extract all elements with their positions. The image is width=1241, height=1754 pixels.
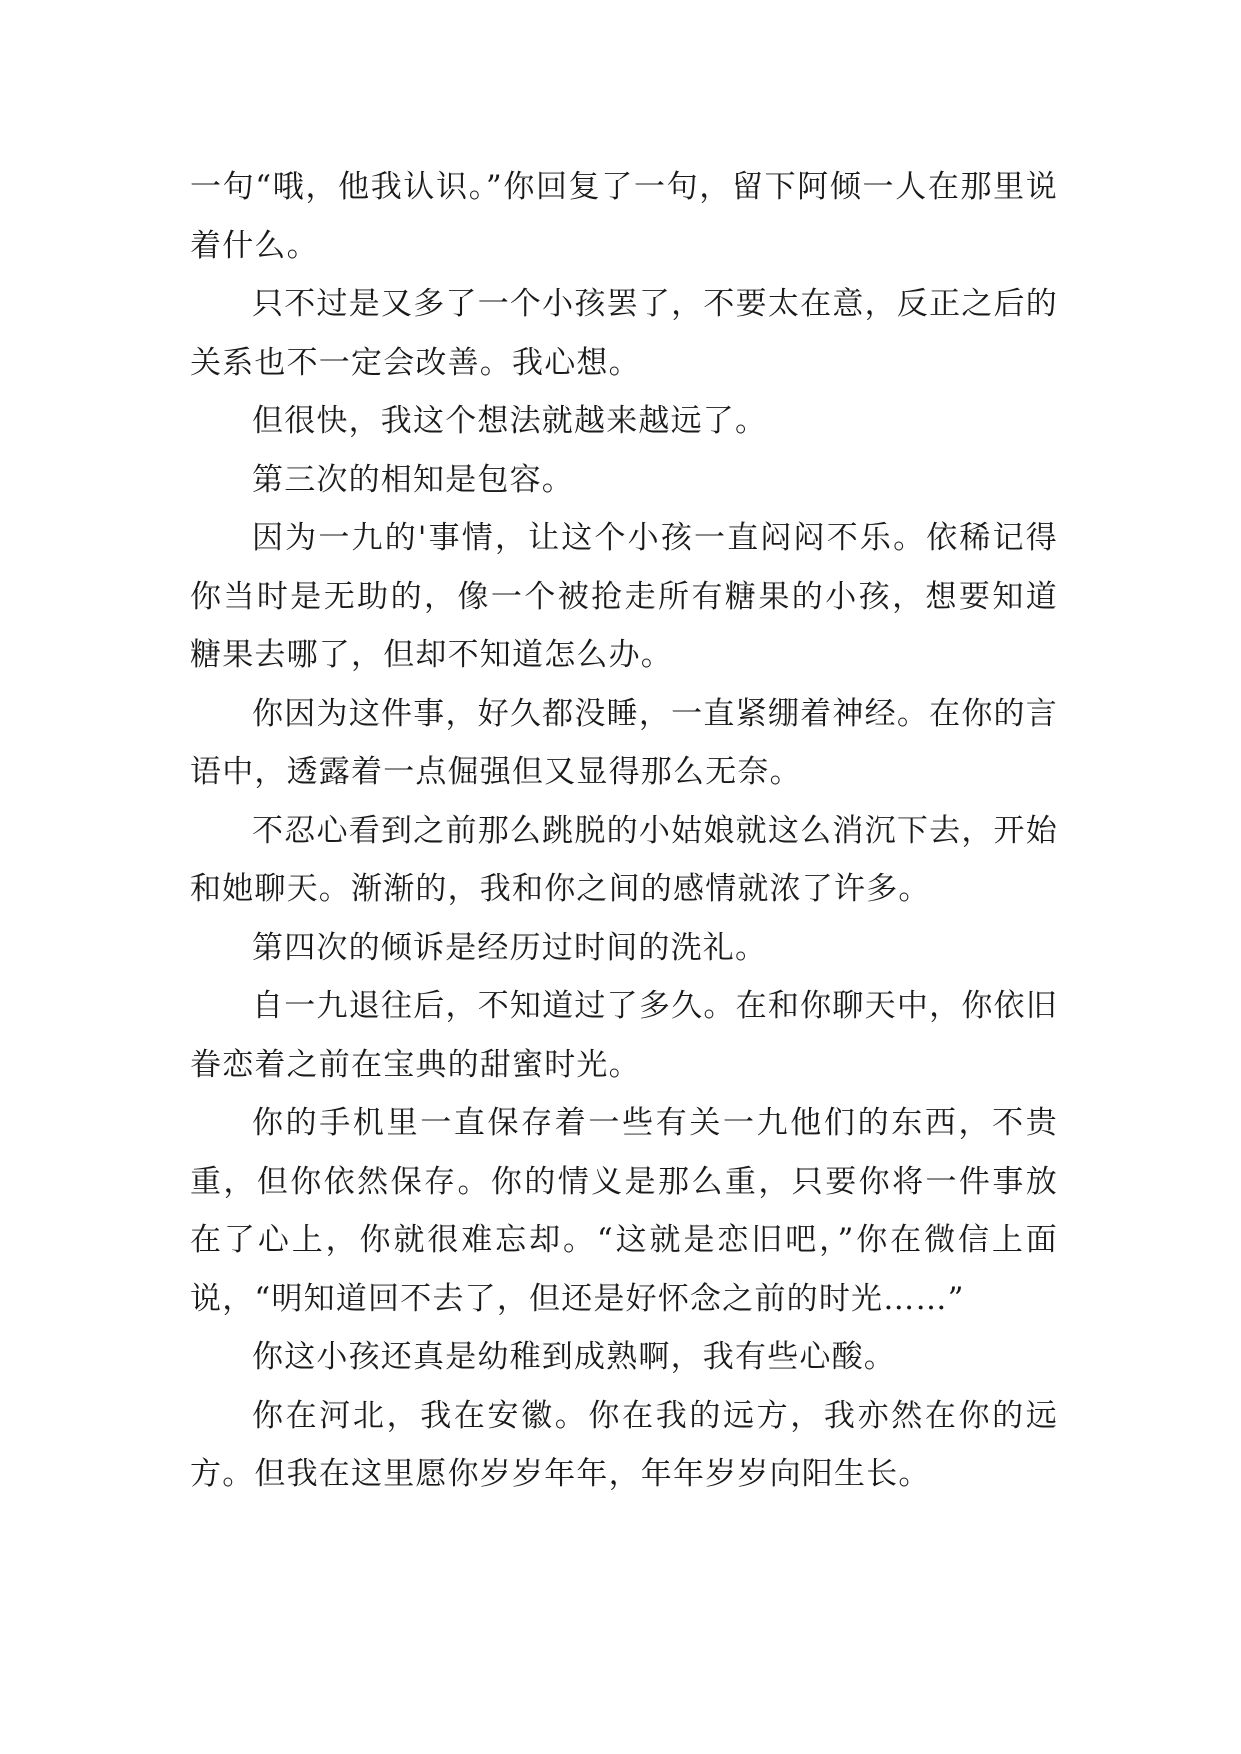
article-body xyxy=(190,158,1058,1504)
paragraph: 因为一九的'事情，让这个小孩一直闷闷不乐。依稀记得你当时是无助的，像一个被抢走所有糖果的小孩，想要知道糖果去哪了，但却不知道怎么办。 xyxy=(190,520,1058,673)
paragraph: 第四次的倾诉是经历过时间的洗礼。 xyxy=(252,929,768,966)
paragraph: 你在河北，我在安徽。你在我的远方，我亦然在你的远方。但我在这里愿你岁岁年年，年年岁岁向阳生长。 xyxy=(190,1397,1058,1492)
paragraph: 但很快，我这个想法就越来越远了。 xyxy=(252,403,768,439)
paragraph: 自一九退往后，不知道过了多久。在和你聊天中，你依旧眷恋着之前在宝典的甜蜜时光。 xyxy=(190,988,1058,1083)
paragraph: 你因为这件事，好久都没睡，一直紧绷着神经。在你的言语中，透露着一点倔强但又显得那么无奈。 xyxy=(190,695,1058,790)
paragraph: 你这小孩还真是幼稚到成熟啊，我有些心酸。 xyxy=(252,1339,896,1375)
paragraph: 一句“哦，他我认识。”你回复了一句，留下阿倾一人在那里说着什么。 xyxy=(190,169,1058,264)
paragraph: 第三次的相知是包容。 xyxy=(252,461,574,498)
paragraph: 不忍心看到之前那么跳脱的小姑娘就这么消沉下去，开始和她聊天。渐渐的，我和你之间的感情就浓了许多。 xyxy=(190,812,1058,907)
paragraph: 只不过是又多了一个小孩罢了，不要太在意，反正之后的关系也不一定会改善。我心想。 xyxy=(190,286,1058,381)
paragraph: 你的手机里一直保存着一些有关一九他们的东西，不贵重，但你依然保存。你的情义是那么重，只要你将一件事放在了心上，你就很难忘却。“这就是恋旧吧，”你在微信上面说，“明知道回不去了，但还是好怀念之前的时光……” xyxy=(190,1105,1058,1317)
